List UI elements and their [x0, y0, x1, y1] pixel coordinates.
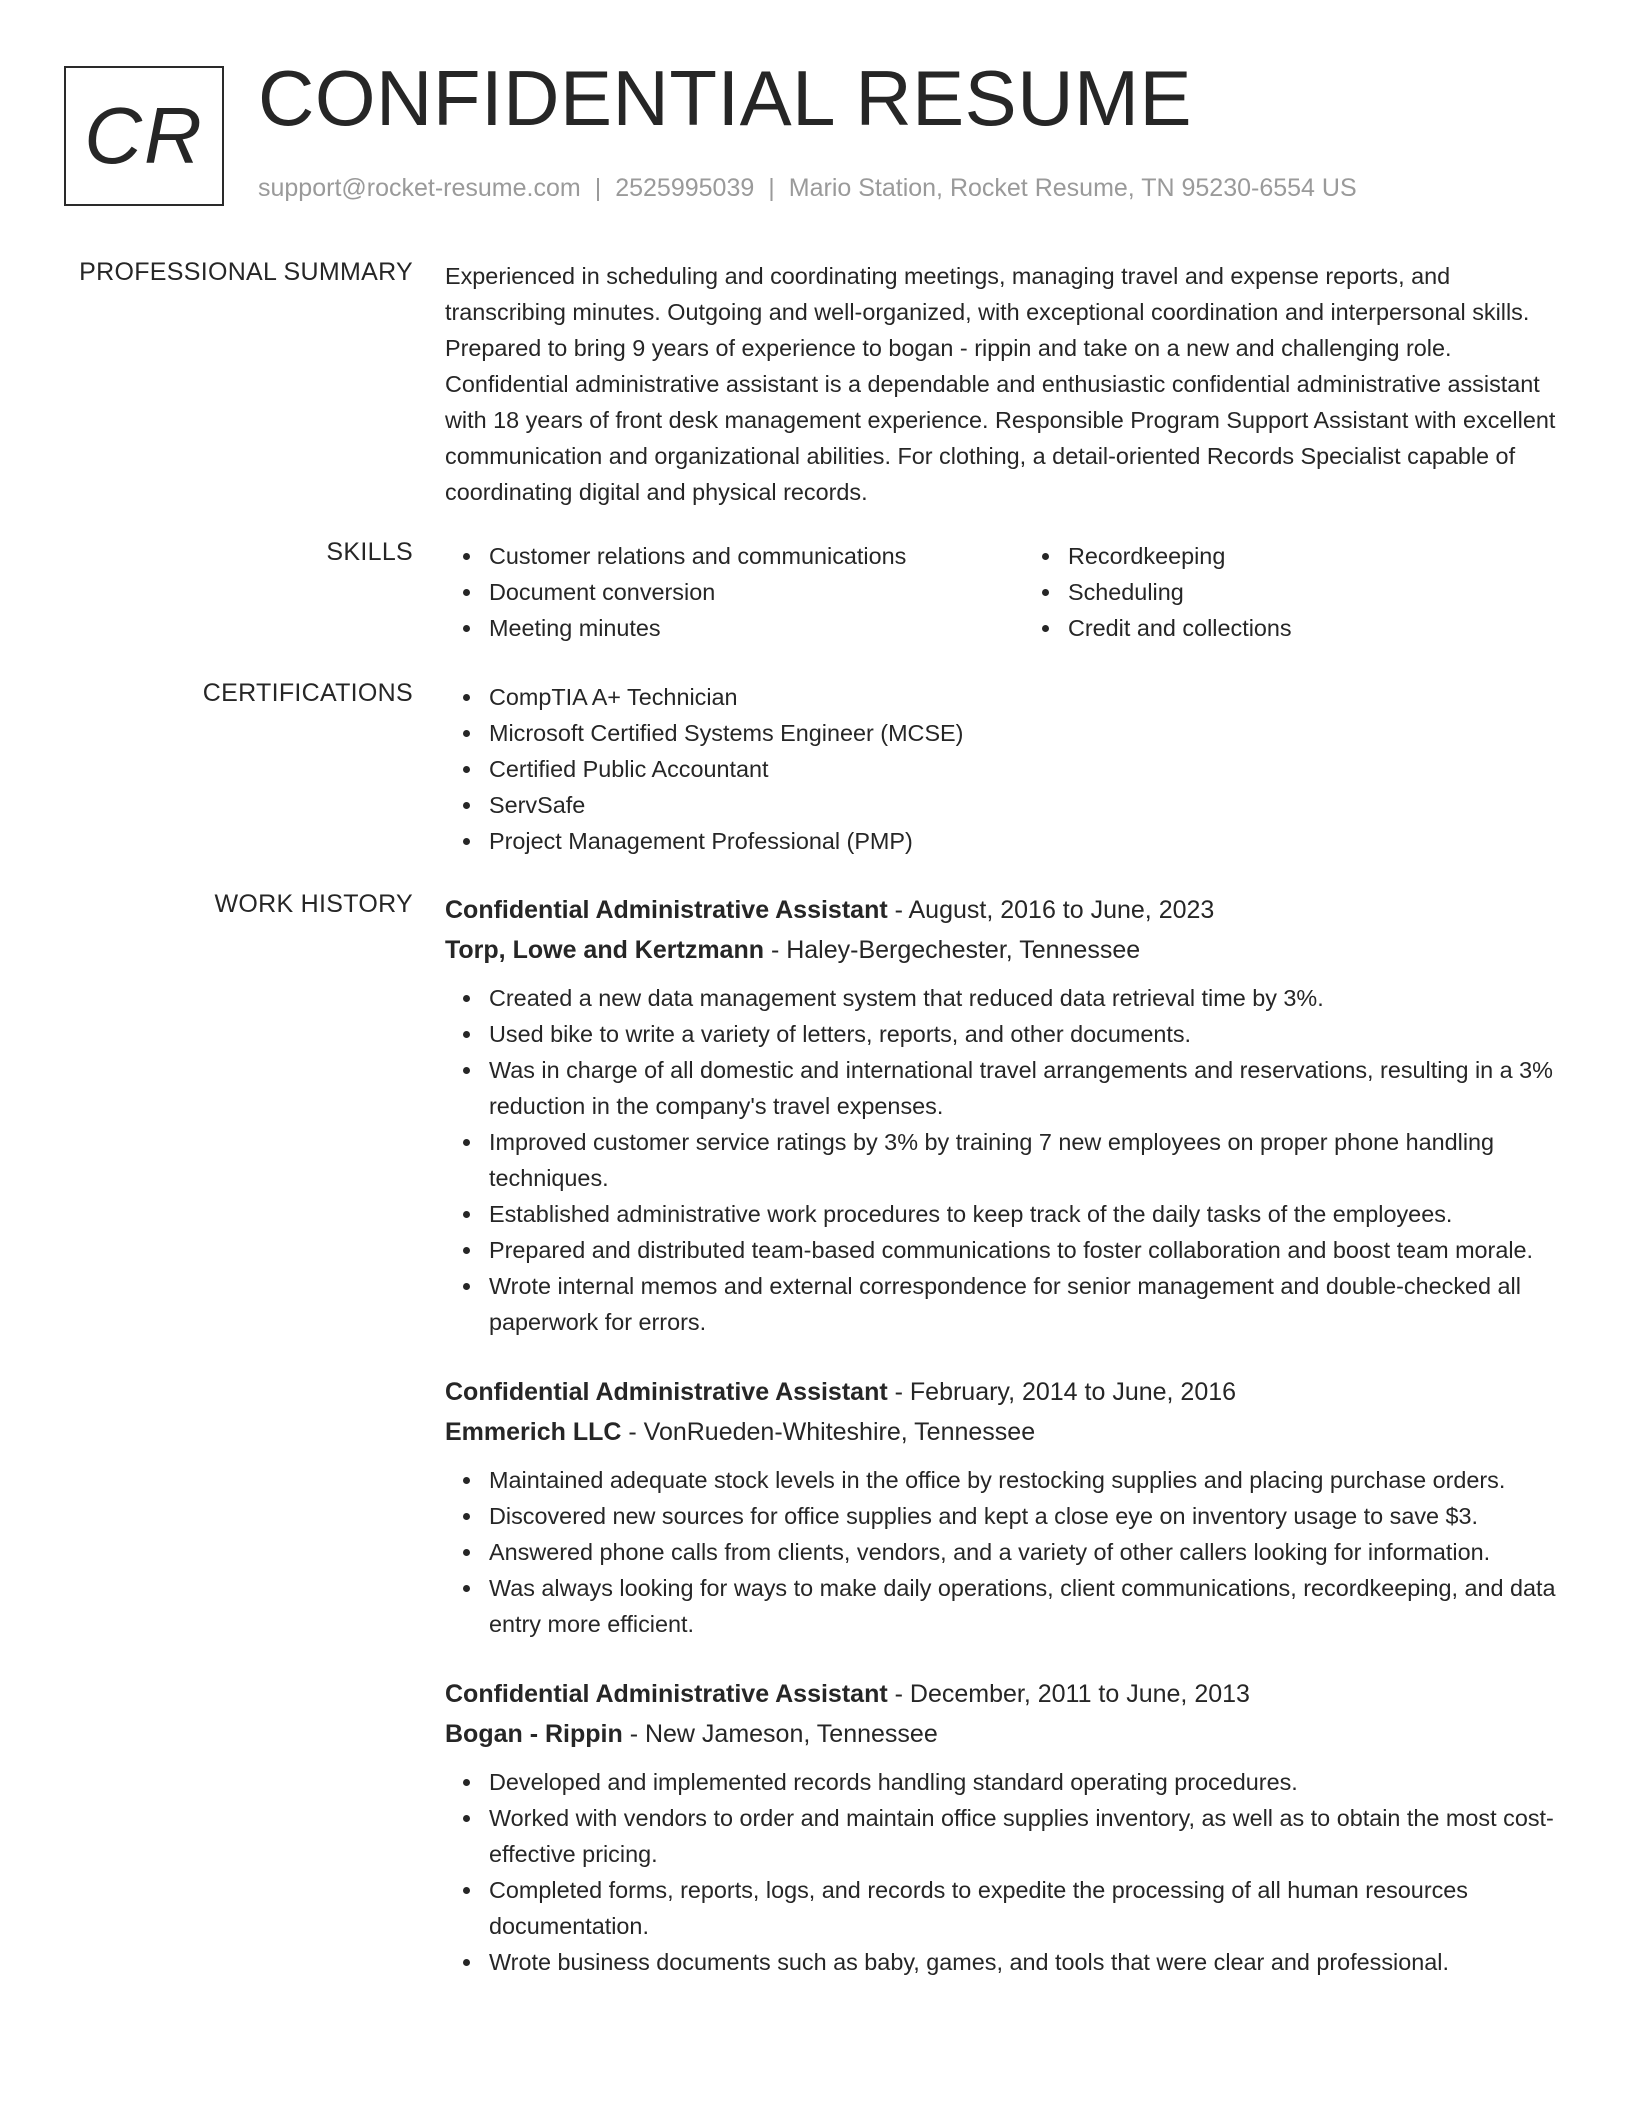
skills-column-left [445, 538, 1024, 646]
job-duty-item: Was always looking for ways to make daily operations, client communications, recordkeeping, and data entry more efficient. [489, 1570, 1557, 1642]
job-duty-item: Wrote internal memos and external correspondence for senior management and double-checked all paperwork for errors. [489, 1268, 1557, 1340]
monogram-box [64, 66, 224, 206]
contact-phone[interactable]: 2525995039 [615, 174, 755, 202]
job-duty-item: Discovered new sources for office supplies and kept a close eye on inventory usage to save $3. [489, 1498, 1557, 1534]
certification-item: Microsoft Certified Systems Engineer (MCSE) [489, 715, 1557, 751]
job-title: Confidential Administrative Assistant [445, 1680, 888, 1708]
job-duties-list [445, 1462, 1557, 1642]
certification-item: Certified Public Accountant [489, 751, 1557, 787]
contact-separator: | [768, 174, 775, 202]
job-duty-item: Improved customer service ratings by 3% by training 7 new employees on proper phone handling techniques. [489, 1124, 1557, 1196]
job-dates: - December, 2011 to June, 2013 [887, 1680, 1250, 1708]
contact-email[interactable]: support@rocket-resume.com [258, 174, 581, 202]
job-duty-item: Wrote business documents such as baby, games, and tools that were clear and professional. [489, 1944, 1557, 1980]
skills-column-right [1024, 538, 1557, 646]
job-title-line [445, 890, 1557, 930]
job-entry [445, 1372, 1557, 1642]
job-duty-item: Completed forms, reports, logs, and records to expedite the processing of all human resources documentation. [489, 1872, 1557, 1944]
job-location: - VonRueden-Whiteshire, Tennessee [621, 1418, 1036, 1446]
monogram-initials: CR [84, 91, 204, 180]
job-duty-item: Was in charge of all domestic and international travel arrangements and reservations, resulting in a 3% reduction in the company's travel expenses. [489, 1052, 1557, 1124]
certification-item: CompTIA A+ Technician [489, 679, 1557, 715]
job-title-line [445, 1372, 1557, 1412]
job-duty-item: Maintained adequate stock levels in the office by restocking supplies and placing purchase orders. [489, 1462, 1557, 1498]
skills-body [445, 538, 1557, 646]
certifications-list [445, 679, 1557, 859]
job-duty-item: Established administrative work procedures to keep track of the daily tasks of the employees. [489, 1196, 1557, 1232]
contact-line [258, 174, 1357, 203]
job-entry [445, 890, 1557, 1340]
job-duty-item: Developed and implemented records handling standard operating procedures. [489, 1764, 1557, 1800]
job-duty-item: Prepared and distributed team-based communications to foster collaboration and boost team morale. [489, 1232, 1557, 1268]
job-location: - Haley-Bergechester, Tennessee [764, 936, 1141, 964]
job-dates: - August, 2016 to June, 2023 [887, 896, 1215, 924]
resume-name: CONFIDENTIAL RESUME [258, 54, 1193, 142]
job-duty-item: Used bike to write a variety of letters, reports, and other documents. [489, 1016, 1557, 1052]
certification-item: ServSafe [489, 787, 1557, 823]
skill-item: Recordkeeping [1068, 538, 1557, 574]
job-duty-item: Created a new data management system that reduced data retrieval time by 3%. [489, 980, 1557, 1016]
skill-item: Scheduling [1068, 574, 1557, 610]
job-company-line [445, 1412, 1557, 1452]
job-company: Torp, Lowe and Kertzmann [445, 936, 764, 964]
skill-item: Document conversion [489, 574, 1024, 610]
certifications-body [445, 679, 1557, 859]
job-title: Confidential Administrative Assistant [445, 896, 888, 924]
summary-text: Experienced in scheduling and coordinating meetings, managing travel and expense reports, and transcribing minutes. Outgoing and well-organized, with exceptional coordination and interpersonal skills. Prepared to bring 9 years of experience to bogan - rippin and take on a new and challenging role. Confidential administrative assistant is a dependable and enthusiastic confidential administrative assistant with 18 years of front desk management experience. Responsible Program Support Assistant with excellent communication and organizational abilities. For clothing, a detail-oriented Records Specialist capable of coordinating digital and physical records. [445, 263, 1556, 505]
summary-body [445, 258, 1557, 510]
work-history-heading: WORK HISTORY [214, 890, 413, 918]
job-company-line [445, 1714, 1557, 1754]
job-company: Emmerich LLC [445, 1418, 622, 1446]
contact-address: Mario Station, Rocket Resume, TN 95230-6554 US [788, 174, 1357, 202]
job-duty-item: Worked with vendors to order and maintain office supplies inventory, as well as to obtain the most cost-effective pricing. [489, 1800, 1557, 1872]
job-duty-item: Answered phone calls from clients, vendors, and a variety of other callers looking for information. [489, 1534, 1557, 1570]
job-title: Confidential Administrative Assistant [445, 1378, 888, 1406]
certification-item: Project Management Professional (PMP) [489, 823, 1557, 859]
skill-item: Credit and collections [1068, 610, 1557, 646]
certifications-heading: CERTIFICATIONS [202, 679, 413, 707]
skills-heading: SKILLS [326, 538, 413, 566]
job-duties-list [445, 980, 1557, 1340]
summary-heading: PROFESSIONAL SUMMARY [79, 258, 413, 286]
job-entry [445, 1674, 1557, 1980]
job-location: - New Jameson, Tennessee [622, 1720, 938, 1748]
job-company: Bogan - Rippin [445, 1720, 623, 1748]
skill-item: Meeting minutes [489, 610, 1024, 646]
contact-separator: | [594, 174, 602, 202]
job-title-line [445, 1674, 1557, 1714]
job-duties-list [445, 1764, 1557, 1980]
job-company-line [445, 930, 1557, 970]
work-history-body [445, 890, 1557, 1980]
job-dates: - February, 2014 to June, 2016 [887, 1378, 1237, 1406]
skill-item: Customer relations and communications [489, 538, 1024, 574]
